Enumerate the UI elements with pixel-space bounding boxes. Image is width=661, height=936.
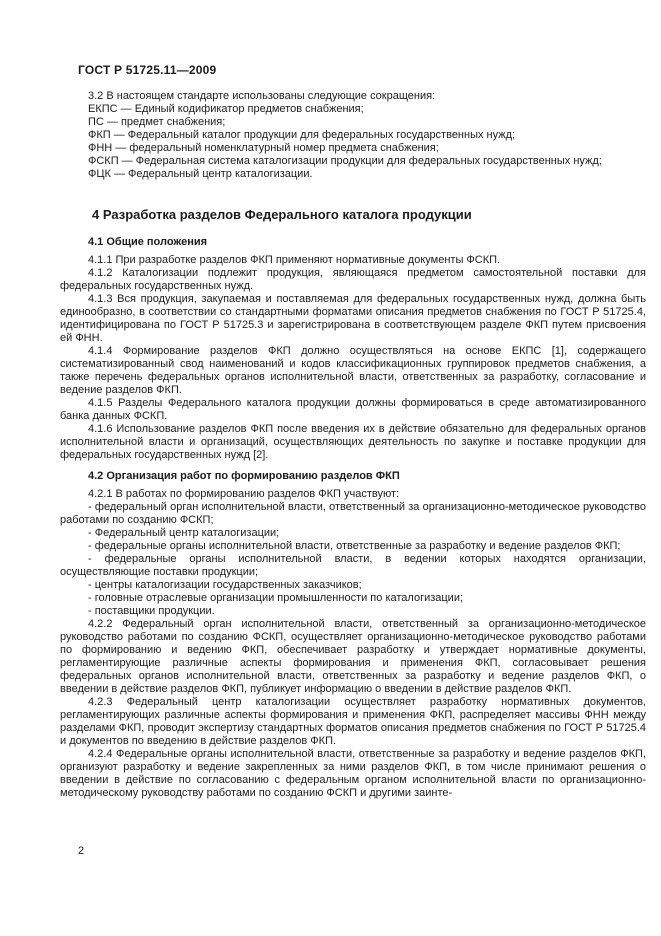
abbreviation-fnn: ФНН — федеральный номенклатурный номер предмета снабжения; <box>88 142 439 154</box>
section-4-1-heading: 4.1 Общие положения <box>88 236 208 248</box>
section-4-2-heading: 4.2 Организация работ по формированию разделов ФКП <box>88 470 400 482</box>
clause-4-2-4: 4.2.4 Федеральные органы исполнительной власти, ответственные за разработку и ведение разделов ФКП, организуют разработку и ведение закрепленных за ними разделов ФКП, в том числе принимают решения о введении в действие по согласованию с федеральным органом исполнительной власти по организационно-методическому руководству работами по созданию ФСКП и другими заинте- <box>60 748 646 799</box>
abbreviation-fkp: ФКП — Федеральный каталог продукции для федеральных государственных нужд; <box>88 129 516 141</box>
abbreviation-fskp: ФСКП — Федеральная система каталогизации продукции для федеральных государственных нужд; <box>88 155 602 167</box>
page-number: 2 <box>78 845 85 857</box>
clause-4-1-1: 4.1.1 При разработке разделов ФКП применяют нормативные документы ФСКП. <box>88 254 501 266</box>
list-item-federal-organs-razrabotka: - федеральные органы исполнительной власти, ответственные за разработку и ведение разделов ФКП; <box>88 540 621 552</box>
list-item-postavshchiki: - поставщики продукции. <box>88 605 215 617</box>
document-body <box>60 90 646 800</box>
running-header: ГОСТ Р 51725.11—2009 <box>78 63 217 77</box>
clause-4-1-2: 4.1.2 Каталогизации подлежит продукция, являющаяся предметом самостоятельной поставки для федеральных государственных нужд. <box>60 267 646 292</box>
clause-4-1-4: 4.1.4 Формирование разделов ФКП должно осуществляться на основе ЕКПС [1], содержащего систематизированный свод наименований и кодов классификационных группировок предметов снабжения, а также перечень федеральных органов исполнительной власти, ответственных за разработку, согласование и ведение разделов ФКП. <box>60 345 646 396</box>
clause-4-1-5: 4.1.5 Разделы Федерального каталога продукции должны формироваться в среде автоматизированного банка данных ФСКП. <box>60 397 646 422</box>
clause-4-1-3: 4.1.3 Вся продукция, закупаемая и поставляемая для федеральных государственных нужд, должна быть единообразно, в соответствии со стандартными форматами описания предметов снабжения по ГОСТ Р 51725.4, идентифицирована по ГОСТ Р 51725.3 и зарегистрирована в соответствующем разделе ФКП путем присвоения ей ФНН. <box>60 293 646 344</box>
clause-4-2-3: 4.2.3 Федеральный центр каталогизации осуществляет разработку нормативных документов, регламентирующих различные аспекты формирования и применения ФКП, распределяет массивы ФНН между разделами ФКП, проводит экспертизу стандартных форматов описания предметов снабжения по ГОСТ Р 51725.4 и документов по введению в действие разделов ФКП. <box>60 696 646 747</box>
clause-3-2: 3.2 В настоящем стандарте использованы следующие сокращения: <box>88 90 436 102</box>
clause-4-1-6: 4.1.6 Использование разделов ФКП после введения их в действие обязательно для федеральных органов исполнительной власти и организаций, осуществляющих деятельность по закупке и поставке продукции для федеральных государственных нужд [2]. <box>60 423 646 461</box>
list-item-federal-organs-postavki: - федеральные органы исполнительной власти, в ведении которых находятся организации, осуществляющие поставки продукции; <box>60 553 646 578</box>
abbreviation-ekps: ЕКПС — Единый кодификатор предметов снабжения; <box>88 103 364 115</box>
clause-4-2-2: 4.2.2 Федеральный орган исполнительной власти, ответственный за организационно-методическое руководство работами по созданию ФСКП, осуществляет организационно-методическое руководство работами по формированию и ведению ФКП, обеспечивает разработку и утверждает нормативные документы, регламентирующие различные аспекты формирования и применения ФКП, согласовывает решения федеральных органов исполнительной власти, ответственных за разработку и ведение разделов ФКП, о введении в действие разделов ФКП, публикует информацию о введении в действие разделов ФКП. <box>60 618 646 695</box>
list-item-federal-organ: - федеральный орган исполнительной власти, ответственный за организационно-методическое руководство работами по созданию ФСКП; <box>60 501 646 526</box>
list-item-federal-center: - Федеральный центр каталогизации; <box>88 527 280 539</box>
clause-4-2-1: 4.2.1 В работах по формированию разделов ФКП участвуют: <box>88 488 400 500</box>
list-item-centry-katalogizacii: - центры каталогизации государственных заказчиков; <box>88 579 362 591</box>
list-item-golovnye-organizacii: - головные отраслевые организации промышленности по каталогизации; <box>88 592 464 604</box>
abbreviation-fck: ФЦК — Федеральный центр каталогизации. <box>88 168 313 180</box>
abbreviation-ps: ПС — предмет снабжения; <box>88 116 226 128</box>
section-4-heading: 4 Разработка разделов Федерального каталога продукции <box>92 207 472 222</box>
